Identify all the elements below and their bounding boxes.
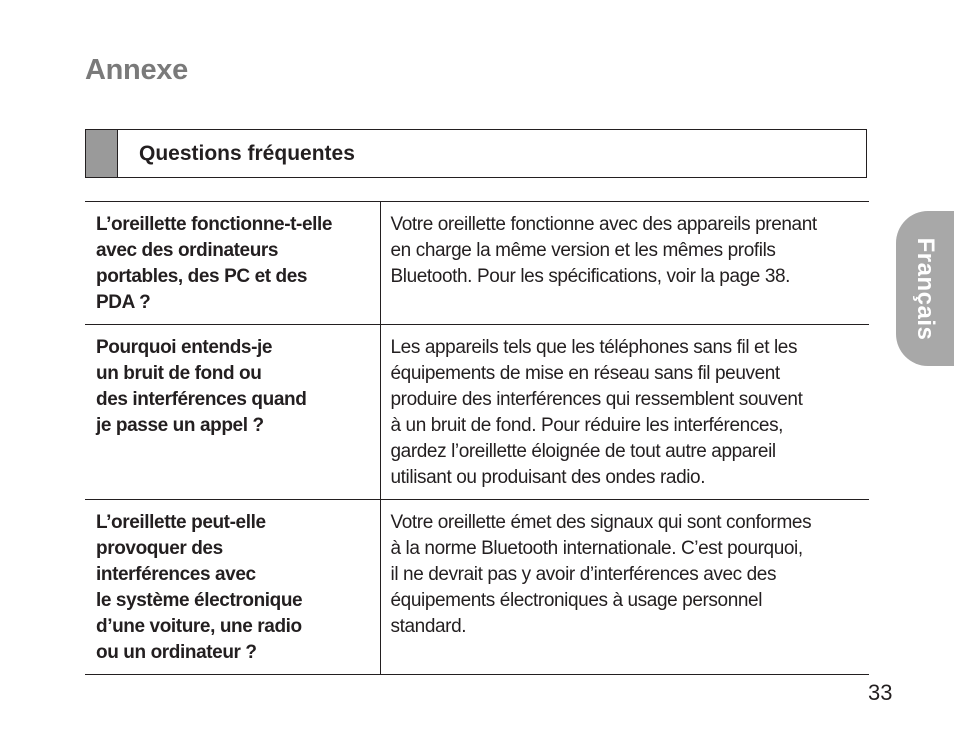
question-line: je passe un appel ? xyxy=(96,415,264,436)
answer-line: Bluetooth. Pour les spécifications, voir la page 38. xyxy=(390,266,791,287)
question-line: le système électronique xyxy=(96,590,303,611)
answer-line: équipements de mise en réseau sans fil peuvent xyxy=(390,363,780,384)
language-tab-label: Français xyxy=(912,237,939,340)
answer-line: gardez l’oreillette éloignée de tout autre appareil xyxy=(390,441,776,462)
answer-line: il ne devrait pas y avoir d’interférences avec des xyxy=(390,564,777,585)
answer-line: à un bruit de fond. Pour réduire les interférences, xyxy=(390,415,784,436)
answer-line: Les appareils tels que les téléphones sans fil et les xyxy=(390,337,798,358)
faq-question xyxy=(85,202,380,325)
question-line: provoquer des xyxy=(96,538,223,559)
answer-line: équipements électroniques à usage personnel xyxy=(390,590,763,611)
faq-row xyxy=(85,325,869,500)
answer-line: Votre oreillette fonctionne avec des appareils prenant xyxy=(390,214,817,235)
question-line: d’une voiture, une radio xyxy=(96,616,302,637)
faq-answer xyxy=(380,202,869,325)
question-line: Pourquoi entends-je xyxy=(96,337,273,358)
question-line: un bruit de fond ou xyxy=(96,363,262,384)
question-line: L’oreillette peut-elle xyxy=(96,512,266,533)
section-marker xyxy=(86,130,118,177)
question-line: interférences avec xyxy=(96,564,256,585)
question-line: ou un ordinateur ? xyxy=(96,642,257,663)
page-number: 33 xyxy=(868,680,893,705)
question-line: des interférences quand xyxy=(96,389,307,410)
section-header xyxy=(85,129,867,178)
chapter-title: Annexe xyxy=(85,54,188,86)
faq-table xyxy=(85,201,869,675)
answer-line: Votre oreillette émet des signaux qui sont conformes xyxy=(390,512,812,533)
faq-row xyxy=(85,202,869,325)
question-line: portables, des PC et des xyxy=(96,266,308,287)
faq-answer xyxy=(380,325,869,500)
answer-line: utilisant ou produisant des ondes radio. xyxy=(390,467,706,488)
answer-line: produire des interférences qui ressemblent souvent xyxy=(390,389,803,410)
question-line: avec des ordinateurs xyxy=(96,240,279,261)
faq-answer xyxy=(380,500,869,675)
faq-row xyxy=(85,500,869,675)
faq-question xyxy=(85,325,380,500)
section-title: Questions fréquentes xyxy=(139,142,355,165)
faq-question xyxy=(85,500,380,675)
question-line: PDA ? xyxy=(96,292,151,313)
question-line: L’oreillette fonctionne-t-elle xyxy=(96,214,333,235)
answer-line: en charge la même version et les mêmes profils xyxy=(390,240,776,261)
answer-line: à la norme Bluetooth internationale. C’est pourquoi, xyxy=(390,538,803,559)
answer-line: standard. xyxy=(390,616,467,637)
language-tab xyxy=(896,211,954,366)
